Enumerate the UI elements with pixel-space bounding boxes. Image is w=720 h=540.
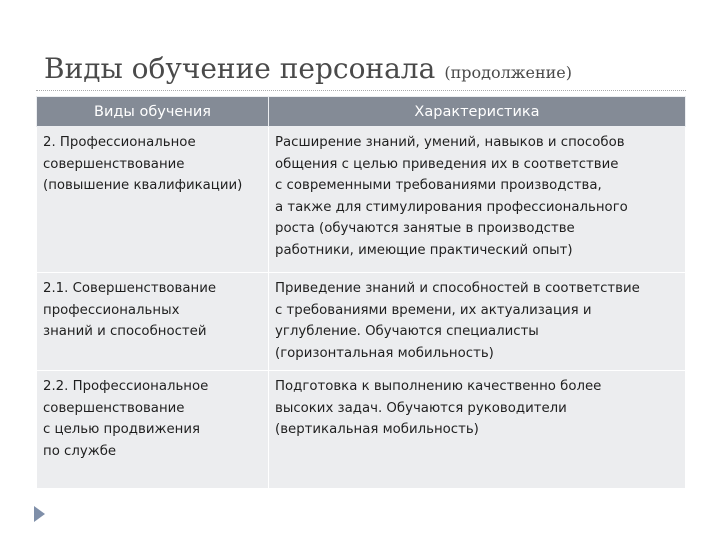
- slide-title-main: Виды обучение персонала: [44, 52, 436, 85]
- training-types-table: [36, 96, 686, 489]
- row-characteristic: Расширение знаний, умений, навыков и способов общения с целью приведения их в соответствие с современными требованиями производства, а также для стимулирования профессионального роста (обучаются занятые в производстве работники, имеющие практический опыт): [269, 127, 686, 273]
- slide-title-sub: (продолжение): [444, 63, 573, 82]
- title-divider: [36, 90, 686, 91]
- triangle-bullet-icon: [34, 506, 45, 522]
- row-training-type: 2.2. Профессиональное совершенствование с целью продвижения по службе: [37, 371, 269, 489]
- row-characteristic: Подготовка к выполнению качественно более высоких задач. Обучаются руководители (вертикальная мобильность): [269, 371, 686, 489]
- header-characteristic: Характеристика: [269, 97, 686, 127]
- table-row: [37, 127, 686, 273]
- table-row: [37, 371, 686, 489]
- row-training-type: 2.1. Совершенствование профессиональных знаний и способностей: [37, 273, 269, 371]
- row-characteristic: Приведение знаний и способностей в соответствие с требованиями времени, их актуализация и углубление. Обучаются специалисты (горизонтальная мобильность): [269, 273, 686, 371]
- header-training-types: Виды обучения: [37, 97, 269, 127]
- table-row: [37, 273, 686, 371]
- slide-title: [44, 52, 704, 92]
- table-header-row: [37, 97, 686, 127]
- row-training-type: 2. Профессиональное совершенствование (повышение квалификации): [37, 127, 269, 273]
